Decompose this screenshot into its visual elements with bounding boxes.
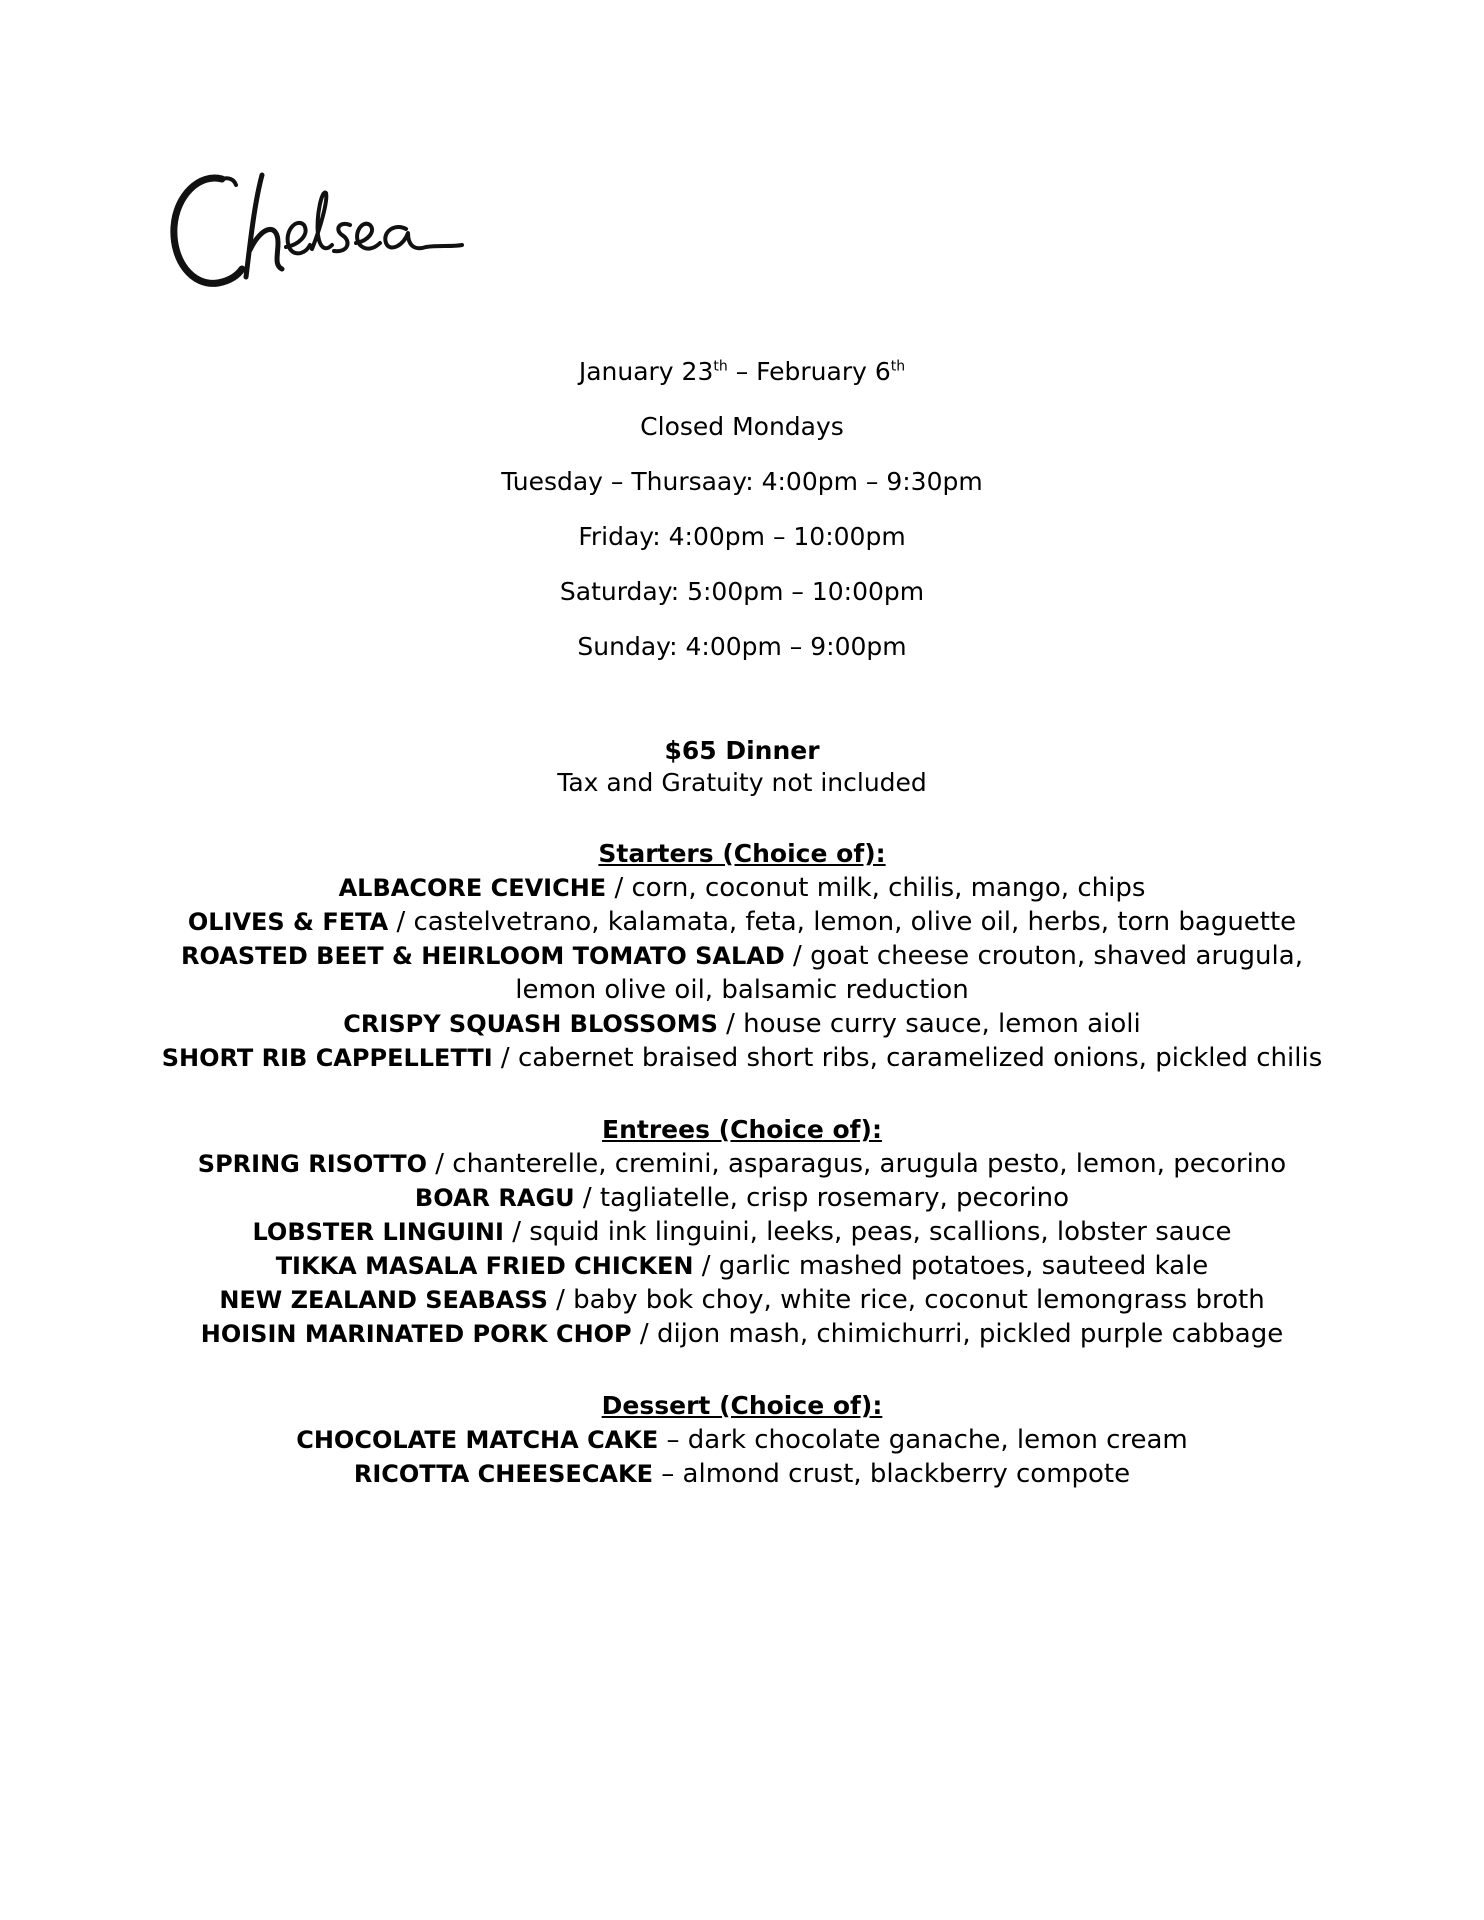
menu-item — [147, 1283, 1337, 1317]
hours-line: Saturday: 5:00pm – 10:00pm — [559, 577, 925, 606]
dish-name: RICOTTA CHEESECAKE — [353, 1460, 653, 1488]
menu-item — [147, 1457, 1337, 1491]
end-date-suffix: th — [890, 358, 906, 375]
price-block — [0, 735, 1484, 799]
separator: – — [653, 1459, 683, 1489]
dish-name: NEW ZEALAND SEABASS — [219, 1286, 548, 1314]
start-date: January 23 — [578, 357, 714, 386]
menu-item — [147, 1041, 1337, 1075]
dish-description: castelvetrano, kalamata, feta, lemon, olive oil, herbs, torn baguette — [413, 907, 1297, 937]
price-title: $65 Dinner — [664, 736, 820, 765]
handwritten-logo — [170, 165, 470, 300]
menu-item — [147, 939, 1337, 1007]
dish-description: chanterelle, cremini, asparagus, arugula pesto, lemon, pecorino — [452, 1149, 1287, 1179]
dish-description: goat cheese crouton, shaved arugula, lemon olive oil, balsamic reduction — [515, 941, 1303, 1005]
dish-name: SHORT RIB CAPPELLETTI — [161, 1044, 493, 1072]
menu-item — [147, 1317, 1337, 1351]
separator: / — [388, 907, 414, 937]
dish-description: corn, coconut milk, chilis, mango, chips — [631, 873, 1146, 903]
separator: / — [574, 1183, 600, 1213]
dish-name: OLIVES & FETA — [187, 908, 389, 936]
menu-page — [0, 350, 1484, 1491]
menu-item — [147, 1181, 1337, 1215]
dish-name: ROASTED BEET & HEIRLOOM TOMATO SALAD — [181, 942, 785, 970]
menu-item — [147, 1249, 1337, 1283]
entrees-section — [0, 1113, 1484, 1351]
start-date-suffix: th — [713, 358, 728, 375]
dish-name: BOAR RAGU — [414, 1184, 575, 1212]
menu-item — [147, 871, 1337, 905]
hours-line: Tuesday – Thursaay: 4:00pm – 9:30pm — [501, 467, 983, 496]
dish-name: ALBACORE CEVICHE — [338, 874, 607, 902]
section-title: Entrees (Choice of): — [602, 1115, 882, 1144]
menu-item — [147, 1147, 1337, 1181]
dish-description: tagliatelle, crisp rosemary, pecorino — [599, 1183, 1070, 1213]
separator: / — [503, 1217, 530, 1247]
menu-item — [147, 1423, 1337, 1457]
hours-line: Closed Mondays — [640, 412, 844, 441]
hours-line: Friday: 4:00pm – 10:00pm — [578, 522, 906, 551]
menu-item — [147, 905, 1337, 939]
separator: – — [658, 1425, 688, 1455]
dish-name: LOBSTER LINGUINI — [252, 1218, 504, 1246]
dish-description: cabernet braised short ribs, caramelized onions, pickled chilis — [517, 1043, 1323, 1073]
separator: / — [631, 1319, 657, 1349]
dish-description: garlic mashed potatoes, sauteed kale — [718, 1251, 1209, 1281]
dish-name: TIKKA MASALA FRIED CHICKEN — [275, 1252, 694, 1280]
chelsea-logo — [170, 165, 470, 300]
separator: / — [693, 1251, 719, 1281]
menu-item — [147, 1007, 1337, 1041]
separator: / — [717, 1009, 744, 1039]
dish-name: CHOCOLATE MATCHA CAKE — [296, 1426, 659, 1454]
dish-name: CRISPY SQUASH BLOSSOMS — [343, 1010, 718, 1038]
dish-name: HOISIN MARINATED PORK CHOP — [200, 1320, 632, 1348]
dish-description: dark chocolate ganache, lemon cream — [687, 1425, 1188, 1455]
dessert-section — [0, 1389, 1484, 1491]
section-title: Dessert (Choice of): — [601, 1391, 883, 1420]
dish-name: SPRING RISOTTO — [197, 1150, 427, 1178]
dish-description: baby bok choy, white rice, coconut lemongrass broth — [573, 1285, 1265, 1315]
dish-description: squid ink linguini, leeks, peas, scallions, lobster sauce — [529, 1217, 1232, 1247]
section-title: Starters (Choice of): — [598, 839, 886, 868]
hours-block — [0, 350, 1484, 680]
price-note: Tax and Gratuity not included — [557, 768, 927, 797]
dish-description: dijon mash, chimichurri, pickled purple cabbage — [656, 1319, 1284, 1349]
separator: / — [606, 873, 632, 903]
date-range — [0, 350, 1484, 405]
dish-description: almond crust, blackberry compote — [682, 1459, 1131, 1489]
dish-description: house curry sauce, lemon aioli — [743, 1009, 1141, 1039]
menu-item — [147, 1215, 1337, 1249]
hours-line: Sunday: 4:00pm – 9:00pm — [577, 632, 907, 661]
separator: / — [547, 1285, 574, 1315]
starters-section — [0, 837, 1484, 1075]
end-date: – February 6 — [727, 357, 891, 386]
separator: / — [784, 941, 811, 971]
separator: / — [492, 1043, 518, 1073]
separator: / — [427, 1149, 453, 1179]
